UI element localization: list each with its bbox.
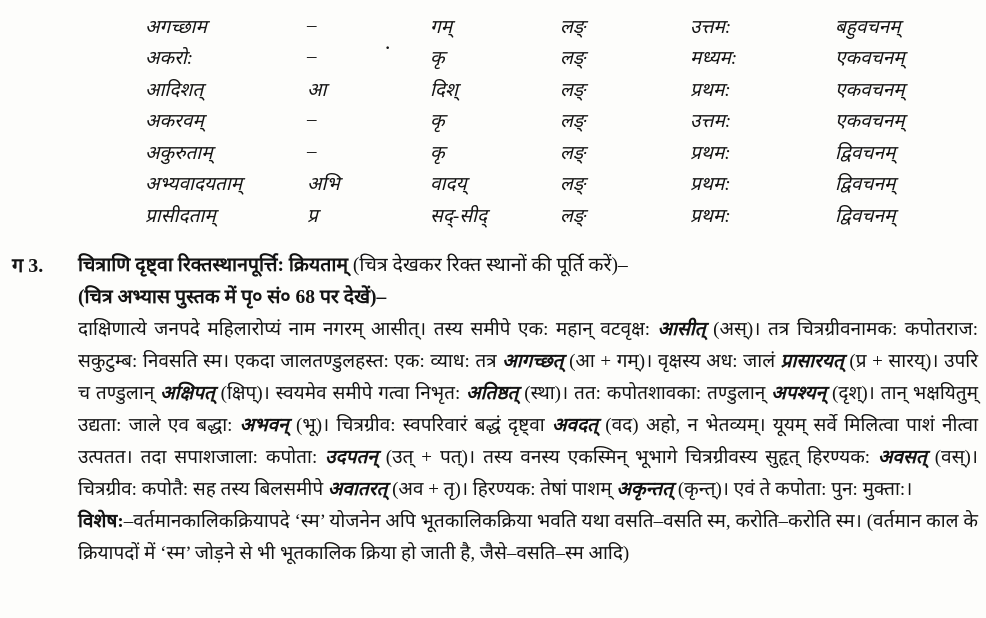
exercise-body [78, 250, 978, 570]
table-row [145, 42, 986, 74]
cell-root: कृ [430, 48, 445, 70]
table-row [145, 105, 986, 137]
exercise-title [78, 250, 978, 282]
text-segment: चित्राणि दृष्ट्वा रिक्तस्थानपूर्त्ति: क्रियताम् [78, 255, 353, 276]
cell-prefix: अभि [307, 174, 340, 196]
cell-number: एकवचनम् [835, 111, 905, 133]
cell-lakara: लङ् [560, 79, 585, 101]
answer-word: प्रासारयत् [780, 351, 844, 372]
exercise-number-label: ग 3. [12, 255, 44, 277]
text-segment: (कृन्त्)। एवं ते कपोता: पुन: मुक्ता:। [673, 479, 913, 500]
text-segment: (क्षिप्)। स्वयमेव समीपे गत्वा निभृत: [214, 383, 467, 404]
text-segment: (दृश्)। तान् भक्षयितुम् उद्यता: जाले एव बद्धा: [78, 383, 978, 436]
cell-person: उत्तम: [690, 16, 732, 38]
cell-lakara: लङ् [560, 111, 585, 133]
cell-verb-form: अकुरुताम् [145, 142, 213, 164]
cell-root: गम् [430, 16, 453, 38]
answer-word: अवसत् [878, 447, 927, 468]
cell-lakara: लङ् [560, 48, 585, 70]
cell-lakara: लङ् [560, 16, 585, 38]
answer-word: अपश्यन् [771, 383, 827, 404]
cell-person: प्रथम: [690, 174, 731, 196]
text-segment: –वर्तमानकालिकक्रियापदे ‘स्म’ योजनेन अपि भूतकालिकक्रिया भवति यथा वसति–वसति स्म, करोति–करोति स्म। (वर्तमान काल के क्रियापदों में ‘स्म’ जोड़ने से भी भूतकालिक क्रिया हो जाती है, जैसे–वसति–स्म आदि) [78, 511, 978, 564]
cell-number: एकवचनम् [835, 79, 905, 101]
text-segment: (अव + तृ)। हिरण्यक: तेषां पाशम् [387, 479, 617, 500]
answer-word: आसीत् [657, 319, 706, 340]
answer-word: आगच्छत् [502, 351, 564, 372]
cell-verb-form: प्रासीदताम् [145, 205, 216, 227]
answer-word: अतिष्ठत् [466, 383, 519, 404]
answer-word: अभवन् [239, 415, 289, 436]
cell-root: कृ [430, 142, 445, 164]
cell-verb-form: अकरो: [145, 48, 194, 70]
stray-print-dot: · [385, 40, 391, 57]
text-segment: (आ + गम्)। वृक्षस्य अध: जालं [563, 351, 781, 372]
cell-verb-form: आदिशत् [145, 79, 204, 101]
table-row [145, 168, 986, 200]
cell-person: मध्यम: [690, 48, 738, 70]
text-segment: (अस्)। तत्र चित्रग्रीवनामक: कपोतराज: सकुटुम्ब: निवसति स्म। एकदा जालतण्डुलहस्त: एक: व्याध: तत्र [78, 319, 978, 372]
answer-word: उदपतन् [325, 447, 378, 468]
exercise-subtitle: (चित्र अभ्यास पुस्तक में पृ० सं० 68 पर देखें)– [78, 287, 387, 308]
cell-root: कृ [430, 111, 445, 133]
cell-prefix: – [307, 109, 317, 131]
table-row [145, 10, 986, 42]
cell-prefix: – [307, 14, 317, 36]
cell-number: द्विवचनम् [835, 205, 896, 227]
text-segment: (प्र + सारय्)। उपरि च तण्डुलान् [78, 351, 978, 404]
text-segment: विशेष: [78, 511, 124, 532]
cell-person: प्रथम: [690, 142, 731, 164]
answer-word: अवातरत् [327, 479, 388, 500]
cell-number: द्विवचनम् [835, 142, 896, 164]
cell-number: एकवचनम् [835, 48, 905, 70]
verb-forms-table [145, 10, 986, 231]
table-row [145, 136, 986, 168]
cell-root: दिश् [430, 79, 458, 101]
cell-verb-form: अभ्यवादयताम् [145, 174, 243, 196]
table-row [145, 199, 986, 231]
cell-person: प्रथम: [690, 79, 731, 101]
cell-lakara: लङ् [560, 142, 585, 164]
text-segment: (वस्)। चित्रग्रीव: कपोतै: सह तस्य बिलसमीपे [78, 447, 978, 500]
cell-lakara: लङ् [560, 205, 585, 227]
cell-number: बहुवचनम् [835, 16, 901, 38]
answer-word: अक्षिपत् [160, 383, 215, 404]
cell-prefix: – [307, 46, 317, 68]
answer-word: अवदत् [552, 415, 598, 436]
cell-verb-form: अकरवम् [145, 111, 204, 133]
cell-number: द्विवचनम् [835, 174, 896, 196]
cell-root: सद्-सीद् [430, 205, 488, 227]
text-segment: (भू)। चित्रग्रीव: स्वपरिवारं बद्धं दृष्ट्वा [288, 415, 552, 436]
special-note-paragraph [78, 506, 978, 570]
cell-person: प्रथम: [690, 205, 731, 227]
cell-prefix: आ [307, 79, 327, 101]
cell-prefix: – [307, 140, 317, 162]
cell-person: उत्तम: [690, 111, 732, 133]
cell-lakara: लङ् [560, 174, 585, 196]
text-segment: दाक्षिणात्ये जनपदे महिलारोप्यं नाम नगरम् आसीत्। तस्य समीपे एक: महान् वटवृक्ष: [78, 319, 658, 340]
answer-word: अकृन्तत् [616, 479, 674, 500]
cell-prefix: प्र [307, 205, 318, 227]
text-segment: (चित्र देखकर रिक्त स्थानों की पूर्ति करें)– [352, 255, 628, 276]
story-paragraph [78, 314, 978, 506]
cell-verb-form: अगच्छाम [145, 16, 207, 38]
text-segment: (वद) अहो, न भेतव्यम्। यूयम् सर्वे मिलित्वा पाशं नीत्वा उत्पतत। तदा सपाशजाला: कपोता: [78, 415, 978, 468]
cell-root: वादय् [430, 174, 467, 196]
text-segment: (उत् + पत्)। तस्य वनस्य एकस्मिन् भूभागे चित्रग्रीवस्य सुहृत् हिरण्यक: [377, 447, 879, 468]
text-segment: (स्था)। तत: कपोतशावका: तण्डुलान् [518, 383, 772, 404]
table-row [145, 73, 986, 105]
exercise-section [12, 250, 978, 570]
